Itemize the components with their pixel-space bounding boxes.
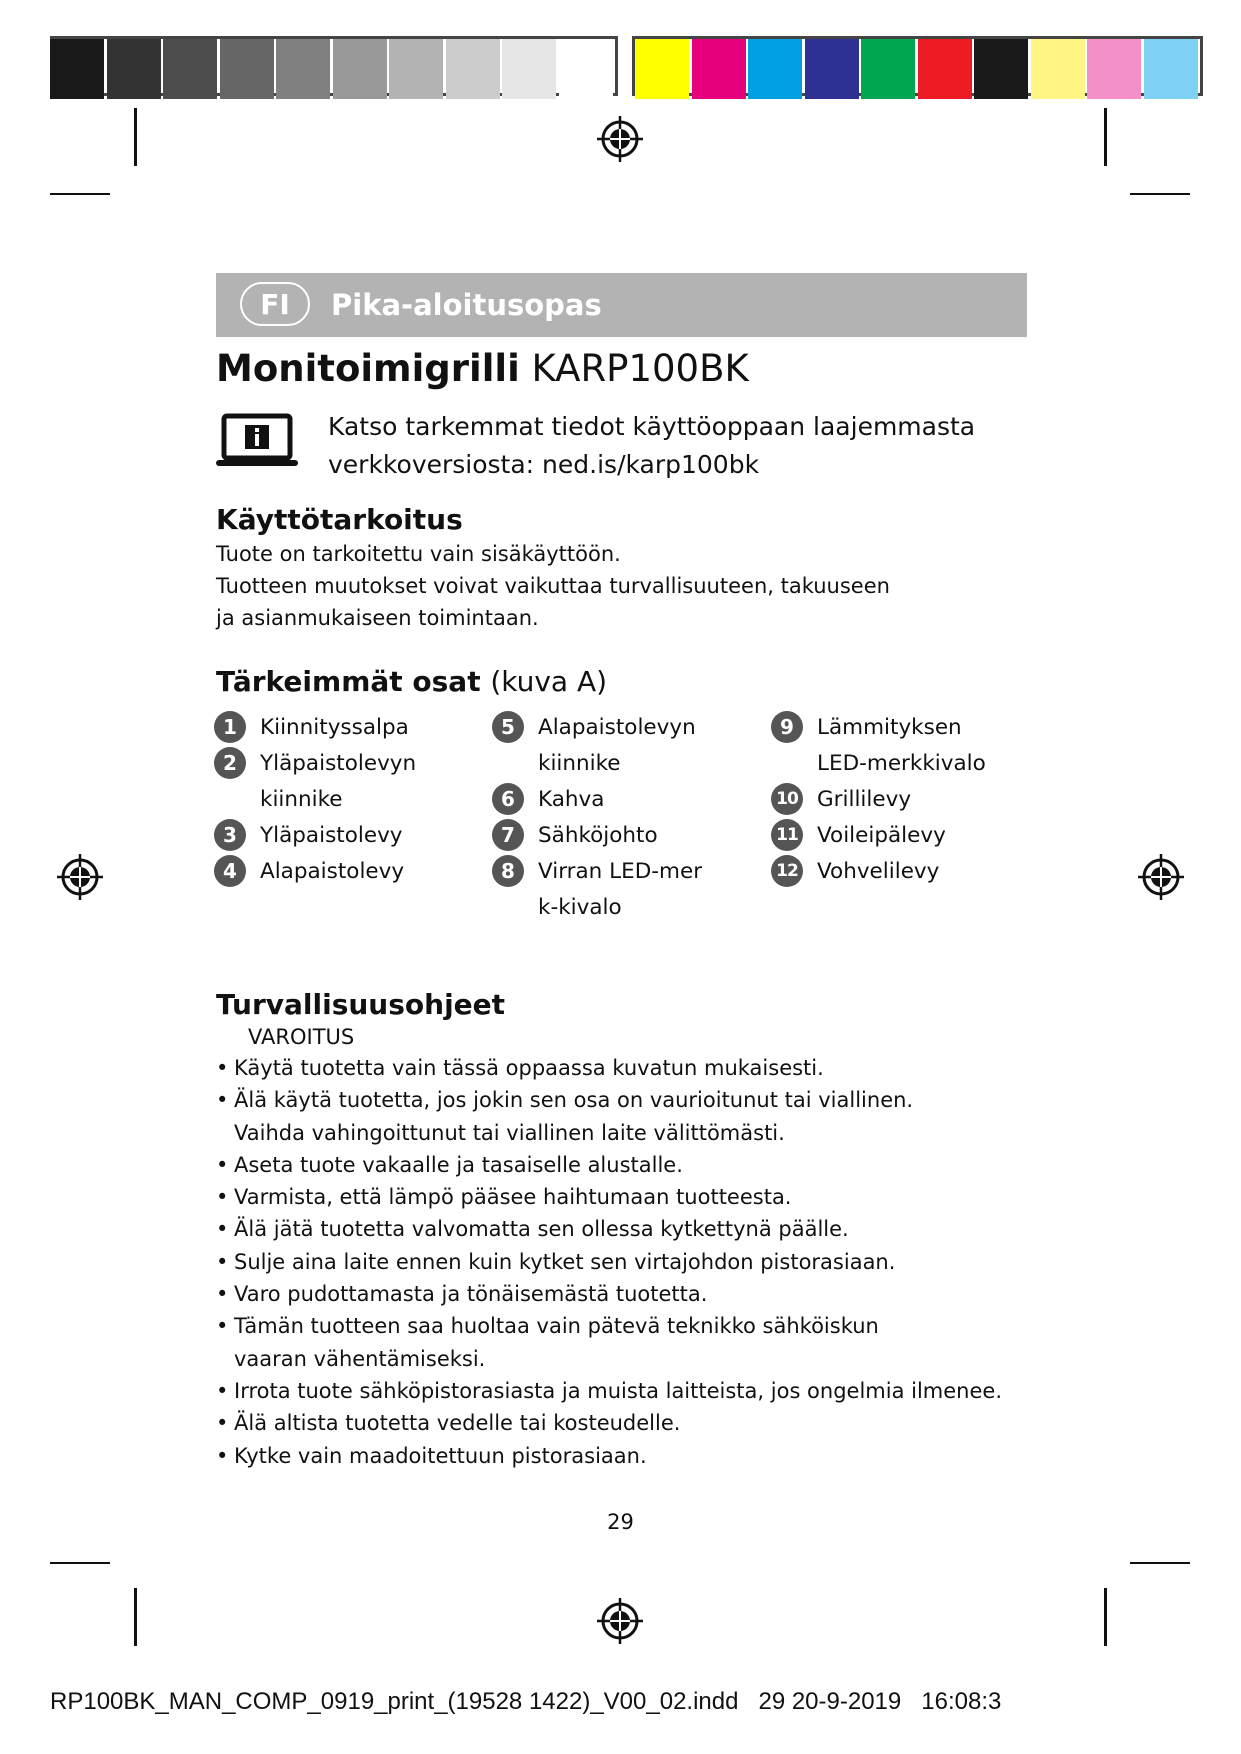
gray-swatch [333, 39, 387, 99]
part-item [214, 710, 454, 746]
intended-use-heading: Käyttötarkoitus [216, 503, 463, 536]
part-label: Kahva [538, 787, 605, 812]
language-banner [216, 273, 1027, 337]
part-number-badge: 8 [492, 855, 524, 887]
gray-swatch [446, 39, 500, 99]
intended-use-text [216, 538, 1016, 634]
gray-swatch [163, 39, 217, 99]
safety-heading: Turvallisuusohjeet [216, 988, 506, 1021]
page-number: 29 [607, 1510, 634, 1534]
color-swatch [918, 39, 972, 99]
safety-item-text: • Älä altista tuotetta vedelle tai kosteudelle. [234, 1411, 681, 1436]
main-parts-figure-ref: (kuva A) [490, 665, 608, 698]
color-swatch [748, 39, 802, 99]
parts-column [214, 710, 454, 890]
main-parts-title: Tärkeimmät osat [216, 665, 481, 698]
grayscale-calibration-bar [50, 36, 618, 96]
crop-mark [1104, 1588, 1107, 1646]
safety-item-text: • Kytke vain maadoitettuun pistorasiaan. [234, 1443, 647, 1468]
color-swatch [1031, 39, 1085, 99]
part-item [492, 710, 732, 782]
color-swatch [1087, 39, 1141, 99]
crop-mark [134, 108, 137, 166]
product-title [216, 347, 749, 390]
safety-item-text: • Tämän tuotteen saa huoltaa vain pätevä teknikko sähköiskun vaaran vähentämiseksi. [234, 1314, 879, 1371]
gray-swatch [107, 39, 161, 99]
part-item [492, 854, 732, 926]
gray-swatch [276, 39, 330, 99]
part-label: Yläpaistolevyn kiinnike [260, 751, 417, 812]
warning-text: VAROITUS [248, 1025, 355, 1049]
part-item [214, 746, 454, 818]
part-label: Voileipälevy [817, 823, 946, 848]
part-number-badge: 9 [771, 711, 803, 743]
intended-use-line: Tuotteen muutokset voivat vaikuttaa turvallisuuteen, takuuseen ja asianmukaiseen toimintaan. [216, 574, 890, 630]
parts-column [771, 710, 1011, 890]
part-item [214, 818, 454, 854]
safety-item-text: • Irrota tuote sähköpistorasiasta ja muista laitteista, jos ongelmia ilmenee. [234, 1378, 1003, 1403]
safety-list [216, 1052, 1016, 1472]
safety-item-text: • Käytä tuotetta vain tässä oppaassa kuvatun mukaisesti. [234, 1056, 824, 1080]
color-swatch [1144, 39, 1198, 99]
part-item [771, 782, 1011, 818]
safety-item [216, 1213, 1016, 1245]
safety-item-text: • Sulje aina laite ennen kuin kytket sen virtajohdon pistorasiaan. [234, 1249, 896, 1274]
safety-item-text: • Aseta tuote vakaalle ja tasaiselle alustalle. [234, 1152, 683, 1177]
part-label: Grillilevy [817, 787, 912, 812]
crop-mark [134, 1588, 137, 1646]
registration-mark-icon [596, 115, 644, 163]
safety-item [216, 1375, 1016, 1407]
crop-mark [1130, 193, 1190, 195]
print-slug: RP100BK_MAN_COMP_0919_print_(19528 1422)_V00_02.indd 29 20-9-2019 16:08:3 [50, 1688, 1002, 1715]
safety-item [216, 1440, 1016, 1472]
product-name: Monitoimigrilli [216, 347, 520, 390]
gray-swatch [502, 39, 556, 99]
gray-swatch [220, 39, 274, 99]
part-item [492, 782, 732, 818]
color-swatch [861, 39, 915, 99]
color-swatch [805, 39, 859, 99]
warning-label [248, 1025, 354, 1049]
part-number-badge: 3 [214, 819, 246, 851]
color-calibration-bar [632, 36, 1203, 96]
part-label: Vohvelilevy [817, 859, 940, 884]
part-number-badge: 6 [492, 783, 524, 815]
part-number-badge: 10 [771, 783, 803, 815]
safety-item [216, 1149, 1016, 1181]
safety-item [216, 1407, 1016, 1439]
part-label: Lämmityksen LED-merkkivalo [817, 715, 986, 776]
safety-item [216, 1310, 1016, 1375]
safety-item-text: • Älä käytä tuotetta, jos jokin sen osa on vaurioitunut tai viallinen. Vaihda vahingoittunut tai viallinen laite välittömästi. [234, 1088, 914, 1145]
safety-item-text: • Varo pudottamasta ja tönäisemästä tuotetta. [234, 1282, 708, 1307]
crop-mark [1104, 108, 1107, 166]
part-label: Alapaistolevy [260, 859, 405, 884]
safety-item [216, 1181, 1016, 1213]
part-label: Yläpaistolevy [260, 823, 403, 848]
part-item [771, 818, 1011, 854]
product-model: KARP100BK [531, 347, 749, 390]
guide-title: Pika-aloitusopas [331, 288, 602, 322]
registration-mark-icon [1137, 853, 1185, 901]
part-number-badge: 1 [214, 711, 246, 743]
safety-item [216, 1084, 1016, 1149]
safety-item [216, 1052, 1016, 1084]
color-swatch [635, 39, 689, 99]
gray-swatch [50, 39, 104, 99]
parts-column [492, 710, 732, 926]
info-text: Katso tarkemmat tiedot käyttöoppaan laajemmasta verkkoversiosta: ned.is/karp100bk [328, 412, 976, 479]
gray-swatch [559, 39, 613, 99]
part-label: Kiinnityssalpa [260, 715, 409, 740]
part-item [771, 710, 1011, 782]
part-number-badge: 7 [492, 819, 524, 851]
laptop-info-icon [216, 413, 298, 469]
part-label: Sähköjohto [538, 823, 658, 848]
safety-item-text: • Älä jätä tuotetta valvomatta sen ollessa kytkettynä päälle. [234, 1217, 849, 1242]
gray-swatch [389, 39, 443, 99]
part-item [214, 854, 454, 890]
safety-item [216, 1278, 1016, 1310]
color-swatch [692, 39, 746, 99]
main-parts-heading [216, 665, 607, 698]
part-number-badge: 2 [214, 747, 246, 779]
part-item [771, 854, 1011, 890]
crop-mark [1130, 1562, 1190, 1564]
intended-use-line: Tuote on tarkoitettu vain sisäkäyttöön. [216, 542, 621, 566]
safety-item [216, 1246, 1016, 1278]
safety-item-text: • Varmista, että lämpö pääsee haihtumaan tuotteesta. [234, 1185, 792, 1210]
registration-mark-icon [56, 853, 104, 901]
crop-mark [50, 193, 110, 195]
part-item [492, 818, 732, 854]
registration-mark-icon [596, 1597, 644, 1645]
language-code-badge: FI [240, 282, 310, 326]
part-label: Alapaistolevyn kiinnike [538, 715, 696, 776]
part-number-badge: 12 [771, 855, 803, 887]
part-number-badge: 11 [771, 819, 803, 851]
part-number-badge: 5 [492, 711, 524, 743]
color-swatch [974, 39, 1028, 99]
part-number-badge: 4 [214, 855, 246, 887]
crop-mark [50, 1562, 110, 1564]
part-label: Virran LED-merk-kivalo [538, 859, 703, 920]
